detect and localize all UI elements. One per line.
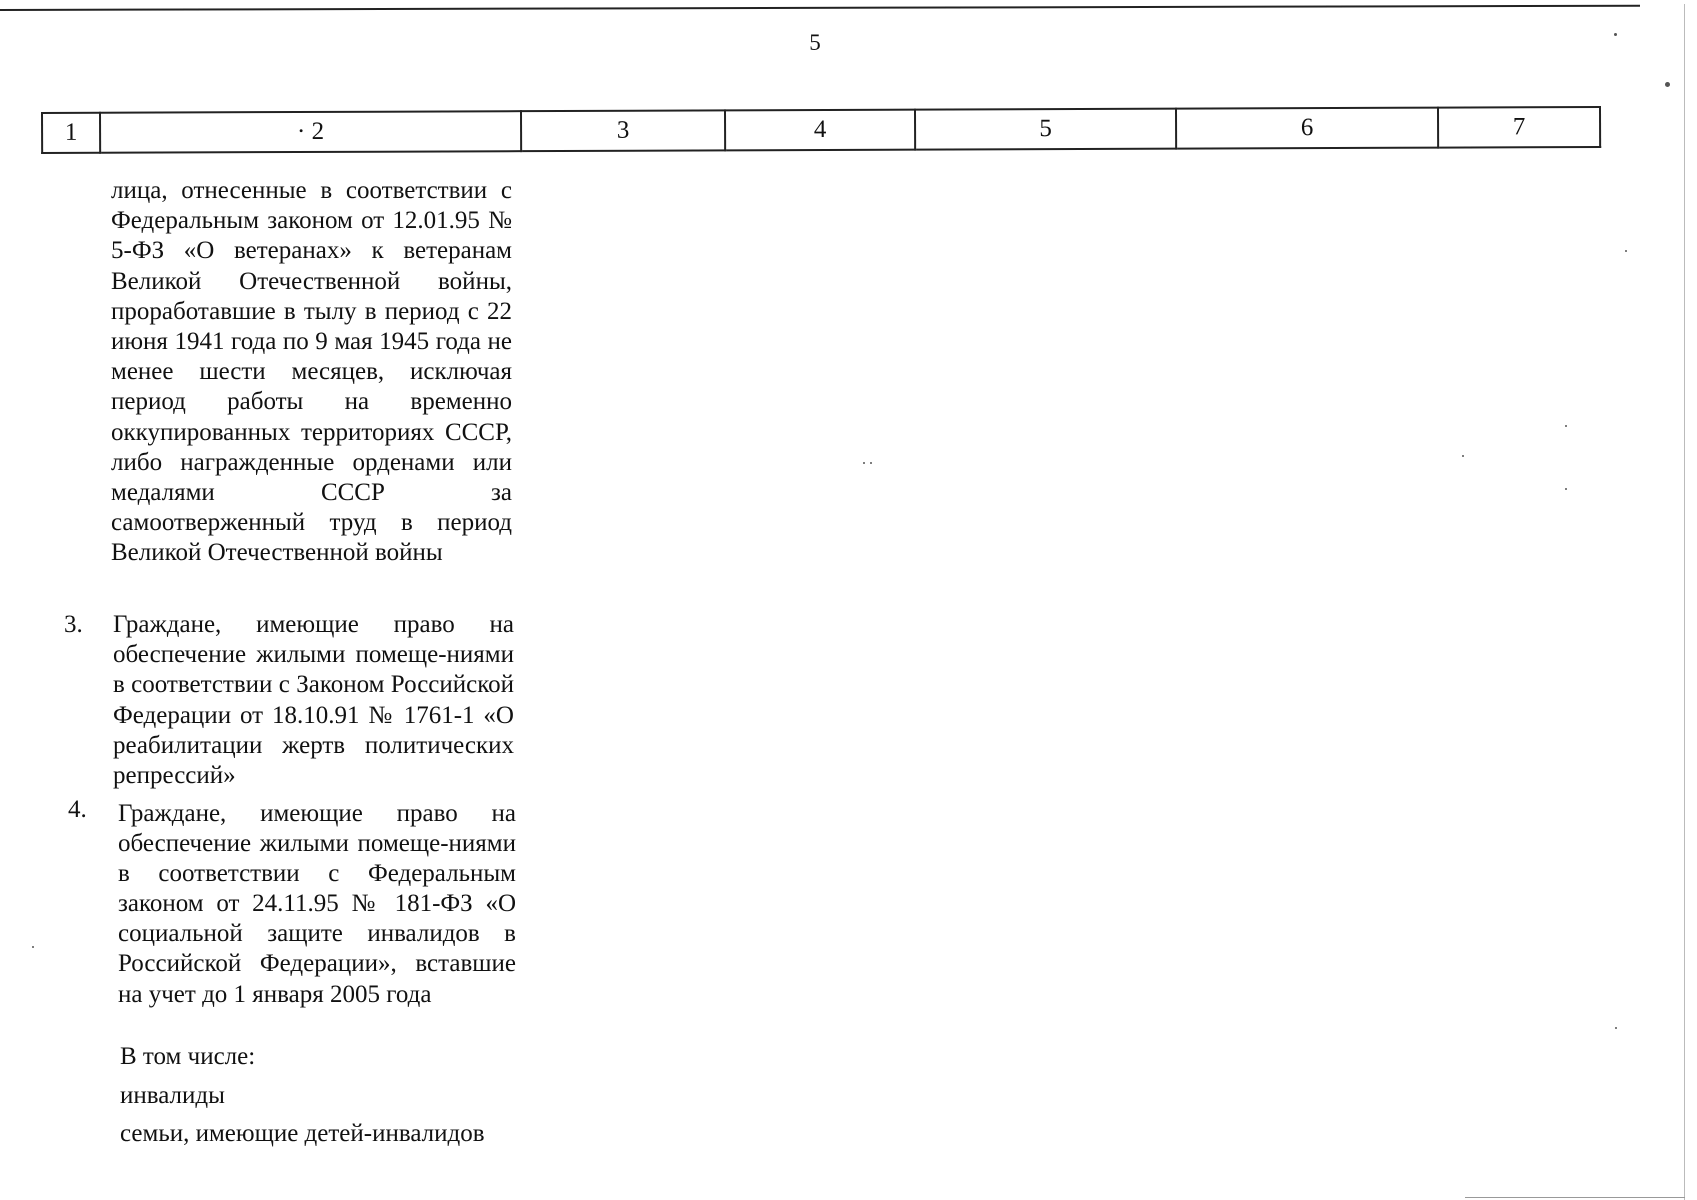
entry-4-including-label: В том числе:: [120, 1043, 256, 1070]
entry-4-number: 4.: [68, 796, 87, 823]
scan-speck: [1565, 425, 1567, 427]
scan-speck: [863, 462, 865, 464]
entry-2-continuation-text: лица, отнесенные в соответствии с Федеральным законом от 12.01.95 № 5-ФЗ «О ветеранах» к ветеранам Великой Отечественной войны, проработавшие в тылу в период с 22 июня 1941 года по 9 мая 1945 года не менее шести месяцев, исключая период работы на временно оккупированных территориях СССР, либо награжденные орденами или медалями СССР за самоотверженный труд в период Великой Отечественной войны: [111, 177, 512, 567]
entry-3-number: 3.: [64, 611, 83, 638]
scan-speck: [1625, 250, 1627, 252]
page-number: 5: [809, 30, 821, 55]
header-cell-5: 5: [915, 109, 1176, 150]
entry-4-text: Граждане, имеющие право на обеспечение жилыми помеще-ниями в соответствии с Федеральным законом от 24.11.95 № 181-ФЗ «О социальной защите инвалидов в Российской Федерации», вставшие на учет до 1 января 2005 года: [118, 800, 516, 1008]
header-row: [42, 107, 1600, 153]
header-cell-6: 6: [1176, 108, 1438, 149]
scan-speck: [1614, 33, 1617, 36]
header-cell-3: 3: [521, 110, 725, 151]
scan-speck: [1462, 455, 1464, 457]
scan-speck: [1615, 1027, 1617, 1029]
bottom-scan-rule: [1465, 1197, 1685, 1198]
scan-speck: [1565, 488, 1567, 490]
scan-speck: [1665, 82, 1670, 87]
header-cell-7: 7: [1438, 107, 1600, 148]
header-cell-2: · 2: [100, 111, 521, 153]
scan-speck: [870, 462, 872, 464]
right-scan-edge: [1684, 4, 1685, 1200]
column-number-header-table: [41, 106, 1601, 154]
header-cell-4: 4: [725, 110, 915, 151]
header-cell-1: 1: [42, 113, 100, 153]
entry-4-sub-item-disabled: инвалиды: [120, 1082, 225, 1109]
top-scan-rule: [0, 5, 1640, 11]
entry-4-sub-item-families: семьи, имеющие детей-инвалидов: [120, 1120, 485, 1147]
entry-3-text: Граждане, имеющие право на обеспечение жилыми помеще-ниями в соответствии с Законом Российской Федерации от 18.10.91 № 1761-1 «О реабилитации жертв политических репрессий»: [113, 611, 514, 790]
scan-speck: [32, 946, 34, 948]
